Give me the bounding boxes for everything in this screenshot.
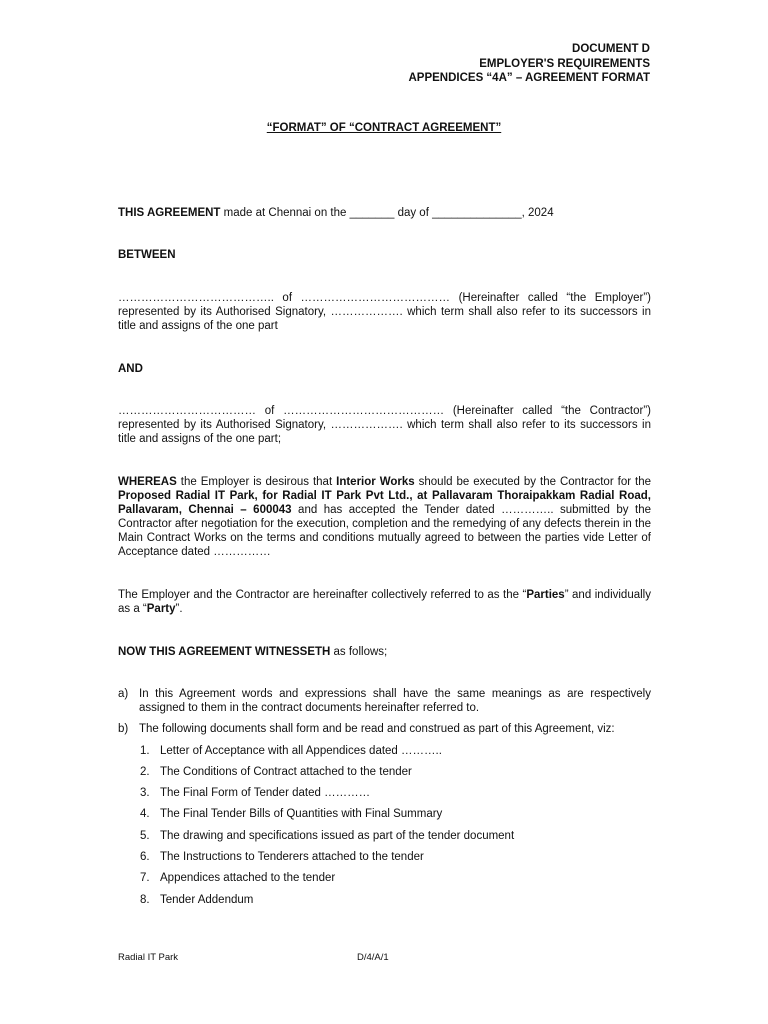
footer-project: Radial IT Park [118,952,179,963]
list-text: The Instructions to Tenderers attached to the tender [160,851,424,863]
parties-term: Parties [526,589,565,601]
whereas-text-3: and has accepted the Tender dated ………….. submitted by the Contractor after negotiation for the execution, completion and the remedying of any defects therein in the Main Contract Works on the terms and conditions mutually agreed to between the parties vide Letter of Acceptance dated …………… [118,504,652,558]
between-heading: BETWEEN [118,249,176,261]
parties-paragraph [118,588,651,616]
whereas-project: Proposed Radial IT Park, for Radial IT Park Pvt Ltd., at Pallavaram Thoraipakkam Radial Road, Pallavaram, Chennai – 600043 [118,490,651,516]
agreement-rest: made at Chennai on the _______ day of ______________, 2024 [220,207,554,219]
footer-page-ref: D/4/A/1 [357,952,389,963]
list-number: 1. [140,745,150,757]
clause-label: b) [118,723,129,735]
header-document-id: DOCUMENT D [572,43,650,55]
whereas-text-1: the Employer is desirous that [176,476,337,488]
witnesseth-rest: as follows; [330,646,388,658]
parties-text-3: ”. [175,603,183,615]
clause-text: The following documents shall form and be read and construed as part of this Agreement, viz: [139,723,615,735]
clause-item [118,687,651,715]
list-number: 2. [140,766,150,778]
list-text: Tender Addendum [160,894,254,906]
document-header [408,42,650,86]
list-text: The Conditions of Contract attached to the tender [160,766,412,778]
party-term: Party [146,603,176,615]
list-number: 8. [140,894,150,906]
clause-label: a) [118,688,129,700]
list-number: 6. [140,851,150,863]
whereas-paragraph [118,475,651,559]
header-section: EMPLOYER'S REQUIREMENTS [479,57,650,70]
list-text: The Final Form of Tender dated ………… [160,787,371,799]
document-title: “FORMAT” OF “CONTRACT AGREEMENT” [266,122,502,134]
header-appendix: APPENDICES “4A” – AGREEMENT FORMAT [408,72,650,84]
and-heading: AND [118,363,143,375]
list-text: The Final Tender Bills of Quantities with Final Summary [160,808,443,820]
whereas-lead: WHEREAS [118,476,177,488]
list-text: Letter of Acceptance with all Appendices dated ……….. [160,745,442,757]
list-number: 3. [140,787,150,799]
parties-text-1: The Employer and the Contractor are hereinafter collectively referred to as the “ [118,589,527,601]
list-number: 4. [140,808,150,820]
witnesseth-line [118,645,651,659]
list-text: The drawing and specifications issued as part of the tender document [160,830,515,842]
agreement-line [118,206,651,220]
clause-item [118,722,651,736]
witnesseth-lead: NOW THIS AGREEMENT WITNESSETH [118,646,331,658]
list-text: Appendices attached to the tender [160,872,336,884]
list-number: 5. [140,830,150,842]
parties-text-2: ” and individually as a “ [118,589,651,615]
whereas-text-2: should be executed by the Contractor for the [414,476,652,488]
agreement-lead: THIS AGREEMENT [118,207,221,219]
whereas-works: Interior Works [336,476,415,488]
list-number: 7. [140,872,150,884]
contractor-paragraph: ……………………………… of …………………………………… (Hereinafter called “the Contractor”) represented by its Authorised Signatory, ………………. which term shall also refer to its successors in title and assigns of the one part; [118,405,651,445]
employer-paragraph: ………………………………….. of ………………………………… (Hereinafter called “the Employer”) represented by its Authorised Signatory, ………………. which term shall also refer to its successors in title and assigns of the one part [118,292,651,332]
clause-text: In this Agreement words and expressions shall have the same meanings as are respectively assigned to them in the contract documents hereinafter referred to. [139,688,651,714]
